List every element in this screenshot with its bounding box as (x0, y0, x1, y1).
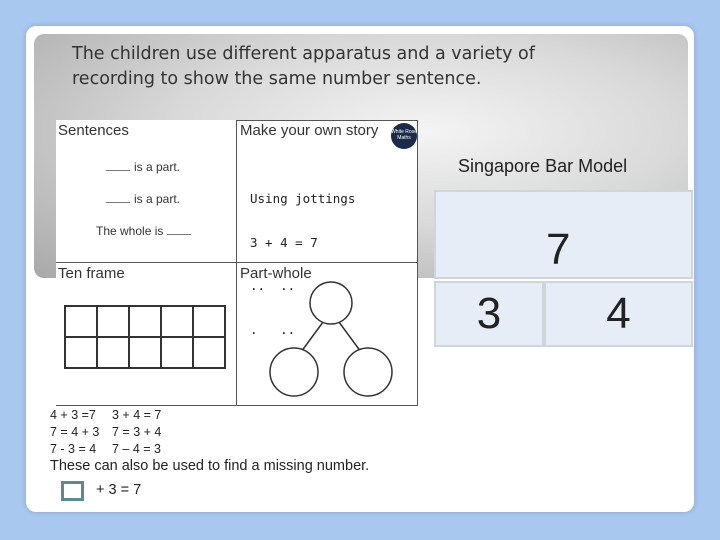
part-circle (344, 348, 392, 396)
blank-line (167, 234, 191, 235)
whole-sentence (96, 224, 195, 238)
missing-number-box (61, 481, 84, 501)
fact: 3 + 4 = 7 (112, 408, 162, 422)
blank-line (106, 170, 130, 171)
blank-line (106, 202, 130, 203)
slide-heading (72, 42, 632, 92)
divider (236, 120, 418, 121)
fact: 7 - 3 = 4 (50, 442, 97, 456)
ten-frame-cell (65, 306, 97, 337)
fact: 4 + 3 =7 (50, 408, 96, 422)
ten-frame-cell (193, 337, 225, 368)
fact: 7 = 3 + 4 (112, 425, 162, 439)
bar-part-value: 3 (476, 289, 502, 338)
jottings-block (250, 163, 355, 352)
ten-frame-cell (129, 306, 161, 337)
bar-part (544, 281, 693, 347)
bar-part (434, 281, 544, 347)
part-text: is a part. (134, 160, 181, 174)
worksheet-image (56, 120, 418, 406)
part-text: is a part. (134, 192, 181, 206)
ten-frame-cell (161, 337, 193, 368)
story-title: Make your own story (240, 122, 379, 139)
ten-frame (64, 305, 226, 369)
white-rose-maths-logo (391, 123, 417, 149)
divider (56, 262, 418, 263)
ten-frame-cell (161, 306, 193, 337)
fact: 7 – 4 = 3 (112, 442, 161, 456)
fact: 7 = 4 + 3 (50, 425, 100, 439)
missing-number-equation: + 3 = 7 (96, 482, 142, 498)
divider (417, 120, 418, 406)
jottings-title: Using jottings (250, 191, 356, 206)
facts-column (50, 407, 112, 458)
bar-whole (434, 190, 693, 279)
ten-frame-cell (97, 337, 129, 368)
heading-line-1: The children use different apparatus and a variety of (72, 44, 535, 64)
jottings-dots: . .. (250, 321, 296, 337)
ten-frame-cell (97, 306, 129, 337)
ten-frame-cell (65, 337, 97, 368)
divider (56, 405, 418, 406)
ten-frame-cell (129, 337, 161, 368)
sentences-title: Sentences (58, 122, 129, 139)
partwhole-title: Part-whole (240, 265, 312, 282)
part-sentence (106, 160, 180, 174)
logo-text: White Rose Maths (391, 129, 417, 141)
bar-part-value: 4 (606, 289, 631, 338)
ten-frame-cell (193, 306, 225, 337)
divider (236, 120, 237, 406)
bar-model-title: Singapore Bar Model (458, 156, 628, 176)
missing-number-text: These can also be used to find a missing number. (50, 458, 370, 474)
jottings-equation: 3 + 4 = 7 (250, 234, 318, 250)
number-facts (50, 407, 161, 458)
whole-text: The whole is (96, 224, 164, 238)
part-circle (270, 348, 318, 396)
part-sentence (106, 192, 180, 206)
tenframe-title: Ten frame (58, 265, 125, 282)
heading-line-2: recording to show the same number sentence. (72, 69, 482, 89)
jottings-dots: .. .. (250, 278, 296, 293)
bar-whole-value: 7 (546, 225, 571, 274)
facts-column (112, 407, 161, 458)
